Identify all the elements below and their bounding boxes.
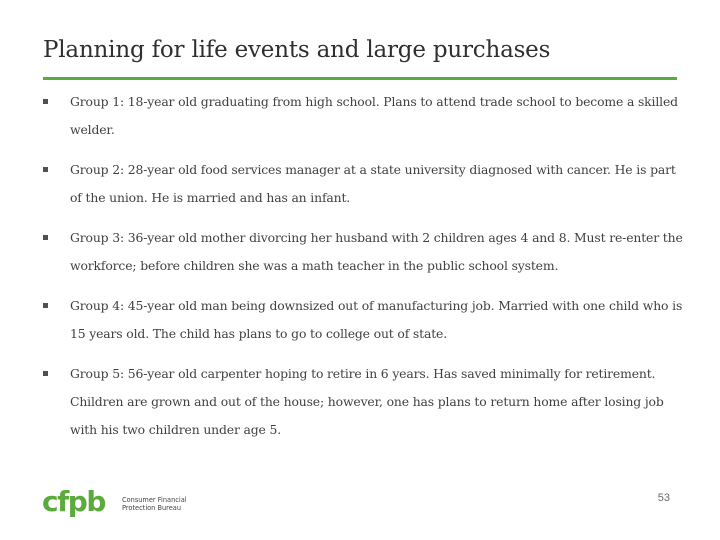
logo-subtitle-line: Protection Bureau	[122, 504, 181, 512]
cfpb-logo-icon	[42, 487, 114, 521]
bullet-list	[43, 88, 683, 456]
logo-subtitle	[122, 496, 187, 512]
list-item	[43, 360, 683, 444]
square-bullet-icon	[43, 167, 48, 172]
square-bullet-icon	[43, 99, 48, 104]
list-item	[43, 156, 683, 212]
bullet-text: Group 3: 36-year old mother divorcing her husband with 2 children ages 4 and 8. Must re-enter the workforce; before children she was a math teacher in the public school system.	[70, 230, 683, 273]
page-number: 53	[657, 492, 670, 504]
title-divider	[43, 77, 677, 80]
cfpb-logo	[42, 484, 187, 524]
bullet-text: Group 5: 56-year old carpenter hoping to retire in 6 years. Has saved minimally for retirement. Children are grown and out of the house; however, one has plans to return home after losing job with his two children under age 5.	[70, 366, 664, 437]
logo-wordmark: cfpb	[42, 487, 105, 518]
list-item	[43, 292, 683, 348]
square-bullet-icon	[43, 303, 48, 308]
list-item	[43, 88, 683, 144]
list-item	[43, 224, 683, 280]
slide-title: Planning for life events and large purchases	[43, 37, 551, 63]
square-bullet-icon	[43, 235, 48, 240]
bullet-text: Group 4: 45-year old man being downsized out of manufacturing job. Married with one child who is 15 years old. The child has plans to go to college out of state.	[70, 298, 683, 341]
square-bullet-icon	[43, 371, 48, 376]
bullet-text: Group 2: 28-year old food services manager at a state university diagnosed with cancer. He is part of the union. He is married and has an infant.	[70, 162, 676, 205]
bullet-text: Group 1: 18-year old graduating from high school. Plans to attend trade school to become a skilled welder.	[70, 94, 678, 137]
logo-subtitle-line: Consumer Financial	[122, 496, 187, 504]
